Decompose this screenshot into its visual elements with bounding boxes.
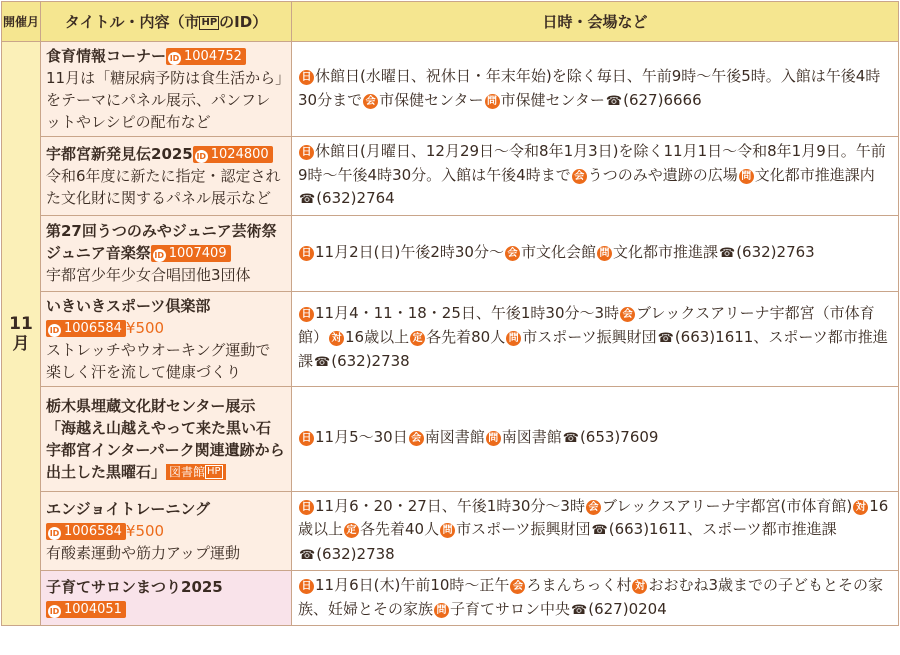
month-number: 11	[9, 313, 33, 334]
event-title-cell	[41, 491, 292, 571]
event-date: 11月2日(日)午後2時30分～	[315, 242, 504, 261]
event-capacity: 各先着40人	[360, 520, 440, 538]
event-title: 宇都宮新発見伝2025	[46, 144, 193, 163]
phone-icon: ☎	[299, 192, 316, 207]
inquiry-icon: 問	[434, 603, 449, 618]
event-desc: 11月は「糖尿病予防は食生活から」をテーマにパネル展示、パンフレットやレシピの配布など	[46, 69, 283, 131]
date-icon: 日	[299, 579, 314, 594]
event-details-cell	[292, 491, 899, 571]
event-phone: (632)2764	[316, 189, 395, 207]
event-details-cell	[292, 291, 899, 386]
event-phone: (653)7609	[579, 428, 659, 447]
venue-icon: 会	[572, 169, 587, 184]
inquiry-icon: 問	[485, 94, 500, 109]
id-number: 1006584	[64, 320, 122, 336]
event-target: 16歳以上	[298, 496, 889, 538]
event-inquiry-2: 、スポーツ都市推進課	[298, 327, 888, 371]
event-venue: うつのみや遺跡の広場	[587, 165, 738, 184]
target-icon: 対	[329, 331, 344, 346]
event-phone: (632)2763	[736, 242, 815, 261]
event-venue: ろまんちっく村	[526, 576, 632, 594]
event-date: 11月6・20・27日、午後1時30分～3時	[315, 496, 585, 515]
id-badge	[166, 48, 246, 65]
id-icon: ID	[49, 528, 60, 538]
id-icon: ID	[49, 325, 60, 335]
id-badge	[46, 601, 126, 618]
table-row	[2, 137, 899, 216]
fee-label: ¥500	[125, 521, 165, 540]
venue-icon: 会	[409, 431, 424, 446]
event-details-cell	[292, 571, 899, 626]
fee-label: ¥500	[125, 318, 165, 337]
event-venue: 南図書館	[424, 428, 485, 447]
table-row	[2, 291, 899, 386]
venue-icon: 会	[505, 246, 520, 261]
event-title-line	[46, 45, 285, 67]
event-title: エンジョイトレーニング	[46, 499, 211, 518]
event-date: 休館日(月曜日、12月29日～令和8年1月3日)を除く11月1日～令和8年1月9日。午前9時～午後4時30分。入館は午後4時まで	[298, 142, 886, 184]
date-icon: 日	[299, 307, 314, 322]
event-title-cell	[41, 571, 292, 626]
event-title-cell	[41, 137, 292, 216]
month-unit: 月	[12, 333, 30, 354]
event-venue: 市保健センター	[379, 90, 484, 109]
event-phone-2: (632)2738	[316, 544, 395, 563]
id-number: 1007409	[168, 246, 227, 261]
inquiry-icon: 問	[506, 331, 521, 346]
phone-icon: ☎	[719, 245, 736, 261]
header-title	[41, 2, 292, 42]
table-row	[2, 386, 899, 491]
event-phone: (663)1611	[674, 327, 754, 346]
capacity-icon: 定	[344, 523, 359, 538]
event-details-cell	[292, 215, 899, 291]
target-icon: 対	[853, 500, 868, 515]
event-desc: 宇都宮少年少女合唱団他3団体	[46, 266, 251, 284]
table-row	[2, 491, 899, 571]
id-number: 1006584	[64, 523, 122, 539]
venue-icon: 会	[586, 500, 601, 515]
id-icon: ID	[154, 251, 165, 260]
event-details-cell	[292, 42, 899, 137]
date-icon: 日	[299, 70, 314, 85]
date-icon: 日	[299, 246, 314, 261]
phone-icon: ☎	[299, 547, 316, 563]
event-venue: ブレックスアリーナ宇都宮（市体育館）	[298, 304, 875, 346]
event-date: 11月6日(木)午前10時～正午	[315, 576, 510, 594]
id-icon: ID	[169, 54, 180, 63]
library-label: 図書館	[169, 464, 206, 479]
inquiry-icon: 問	[739, 169, 754, 184]
id-badge	[46, 523, 126, 540]
event-capacity: 各先着80人	[426, 327, 506, 346]
id-badge	[193, 146, 273, 163]
events-table	[1, 1, 899, 626]
id-number: 1004752	[184, 49, 242, 64]
id-icon: ID	[196, 151, 207, 161]
event-title-cell	[41, 291, 292, 386]
phone-icon: ☎	[591, 523, 608, 538]
target-icon: 対	[632, 579, 647, 594]
event-inquiry: 文化都市推進課	[612, 242, 718, 261]
event-target: 16歳以上	[345, 327, 410, 346]
hp-icon: HP	[207, 465, 221, 477]
header-details: 日時・会場など	[292, 2, 899, 42]
event-date: 休館日(水曜日、祝休日・年末年始)を除く毎日、午前9時～午後5時。入館は午後4時30分まで	[298, 67, 881, 109]
venue-icon: 会	[620, 307, 635, 322]
table-row	[2, 571, 899, 626]
header-row	[2, 2, 899, 42]
phone-icon: ☎	[657, 330, 674, 346]
event-title-cell	[41, 386, 292, 491]
event-details-cell	[292, 137, 899, 216]
table-row	[2, 215, 899, 291]
venue-icon: 会	[363, 94, 378, 109]
event-venue: 市文化会館	[520, 242, 596, 261]
event-desc: 令和6年度に新たに指定・認定された文化財に関するパネル展示など	[46, 166, 281, 207]
inquiry-icon: 問	[597, 246, 612, 261]
id-number: 1024800	[210, 146, 269, 162]
header-title-prefix: タイトル・内容（市	[64, 13, 200, 31]
event-date: 11月4・11・18・25日、午後1時30分～3時	[315, 304, 620, 323]
event-inquiry: 南図書館	[501, 428, 562, 447]
venue-icon: 会	[510, 579, 525, 594]
hp-icon: HP	[201, 17, 218, 28]
event-details-cell	[292, 386, 899, 491]
month-cell	[2, 42, 41, 626]
event-inquiry: 文化都市推進課内	[754, 165, 875, 184]
event-phone: (663)1611	[608, 520, 688, 538]
event-title: 子育てサロンまつり2025	[46, 578, 223, 596]
inquiry-icon: 問	[486, 431, 501, 446]
id-number: 1004051	[64, 602, 122, 617]
id-badge	[151, 245, 231, 262]
event-inquiry: 市スポーツ振興財団	[456, 520, 591, 538]
date-icon: 日	[299, 145, 314, 160]
event-title-cell	[41, 215, 292, 291]
event-inquiry: 市スポーツ振興財団	[522, 327, 657, 346]
event-title-cell	[41, 42, 292, 137]
header-title-suffix: のID）	[219, 13, 268, 31]
event-desc: 有酸素運動や筋力アップ運動	[46, 543, 240, 562]
event-title: 栃木県埋蔵文化財センター展示「海越え山越えやって来た黒い石 宇都宮インターパーク関連遺跡から出土した黒曜石」	[46, 396, 285, 481]
id-icon: ID	[49, 607, 60, 616]
event-inquiry: 市保健センター	[500, 90, 605, 109]
phone-icon: ☎	[605, 93, 623, 109]
inquiry-icon: 問	[440, 523, 455, 538]
event-date: 11月5～30日	[315, 428, 408, 447]
event-venue: ブレックスアリーナ宇都宮(市体育館)	[601, 496, 853, 515]
event-phone: (627)6666	[623, 90, 702, 109]
date-icon: 日	[299, 500, 314, 515]
event-phone: (627)0204	[588, 599, 667, 618]
header-month: 開催月	[2, 2, 41, 42]
phone-icon: ☎	[571, 602, 588, 618]
table-row	[2, 42, 899, 137]
event-inquiry: 子育てサロン中央	[450, 599, 571, 618]
event-title: 食育情報コーナー	[46, 47, 167, 65]
event-title-line	[46, 143, 285, 165]
library-badge	[166, 464, 226, 480]
event-title: 第27回うつのみやジュニア芸術祭ジュニア音楽祭	[46, 222, 277, 262]
date-icon: 日	[299, 431, 314, 446]
phone-icon: ☎	[314, 355, 331, 371]
phone-icon: ☎	[562, 431, 579, 447]
event-title: いきいきスポーツ倶楽部	[46, 296, 211, 315]
event-inquiry-2: 、スポーツ都市推進課	[687, 520, 837, 538]
capacity-icon: 定	[410, 331, 425, 346]
id-badge	[46, 320, 126, 337]
event-desc: ストレッチやウオーキング運動で楽しく汗を流して健康づくり	[46, 340, 271, 381]
event-target: おおむね3歳までの子どもとその家族、妊婦とその家族	[298, 576, 883, 618]
event-phone-2: (632)2738	[331, 352, 410, 371]
